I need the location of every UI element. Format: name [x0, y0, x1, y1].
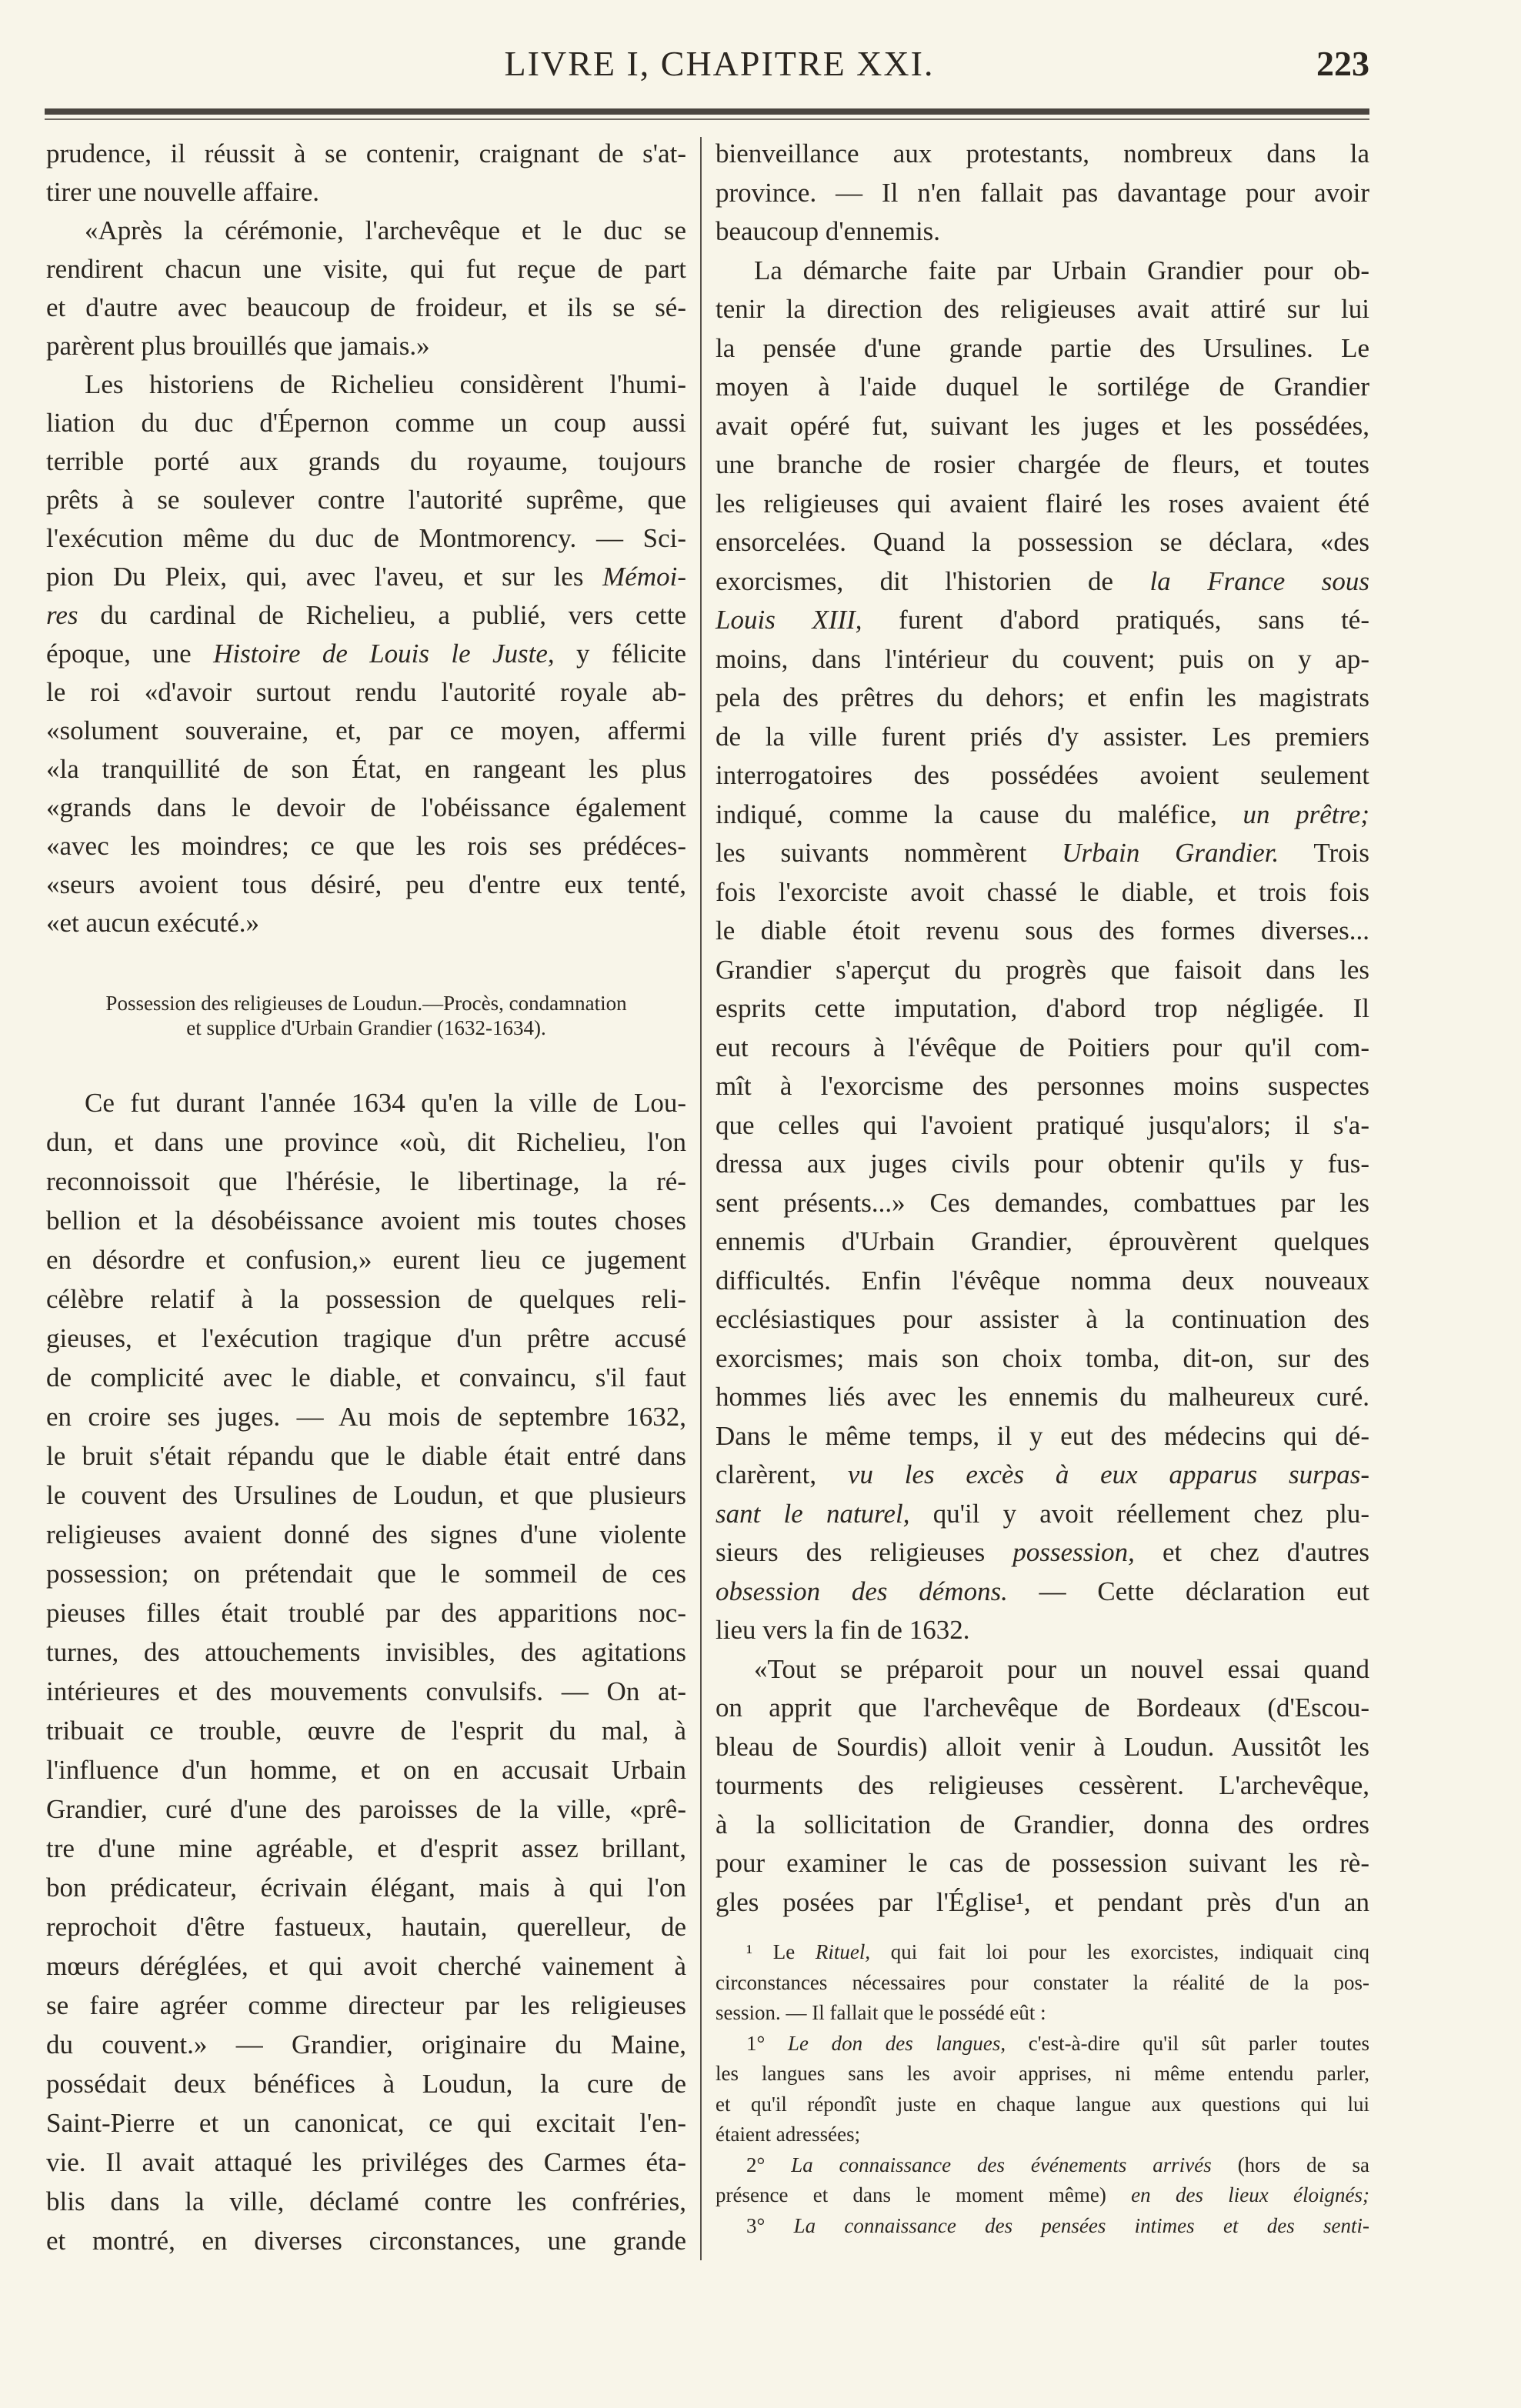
text: tirer une nouvelle affaire.	[46, 177, 320, 207]
text-line	[46, 1279, 686, 1319]
text: qui fait loi pour les exorcistes, indiquait cinq	[870, 1940, 1370, 1963]
text: du couvent.» — Grandier, originaire du Maine,	[46, 2029, 686, 2059]
text-line	[715, 1728, 1369, 1767]
text: tenir la direction des religieuses avait attiré sur lui	[715, 294, 1369, 324]
text: le diable étoit revenu sous des formes diverses...	[715, 916, 1369, 946]
text: reconnoissoit que l'hérésie, le libertinage, la ré-	[46, 1166, 686, 1196]
text-line	[46, 519, 686, 558]
text-line	[715, 1222, 1369, 1262]
text: pieuses filles était troublé par des apparitions noc-	[46, 1598, 686, 1628]
text-line	[46, 2221, 686, 2260]
text: et qu'il répondît juste en chaque langue aux questions qui lui	[715, 2092, 1369, 2116]
italic-text: Mémoi-	[602, 562, 686, 592]
paragraph	[715, 135, 1369, 252]
text: la pensée d'une grande partie des Ursulines. Le	[715, 332, 1369, 363]
text: ennemis d'Urbain Grandier, éprouvèrent quelques	[715, 1226, 1369, 1256]
text: et chez d'autres	[1134, 1537, 1369, 1567]
text: beaucoup d'ennemis.	[715, 216, 941, 246]
text: mît à l'exorcisme des personnes moins suspectes	[715, 1071, 1369, 1101]
italic-text: res	[46, 600, 78, 630]
text: en désordre et confusion,» eurent lieu ce jugement	[46, 1245, 686, 1275]
text: les religieuses qui avaient flairé les roses avaient été	[715, 488, 1369, 519]
paragraph	[46, 1083, 686, 2260]
text-line	[46, 1083, 686, 1122]
text: «seurs avoient tous désiré, peu d'entre eux tenté,	[46, 869, 686, 899]
text-line	[715, 1378, 1369, 1417]
text: l'influence d'un homme, et on en accusait Urbain	[46, 1755, 686, 1785]
text-line	[46, 1554, 686, 1593]
text: «Tout se préparoit pour un nouvel essai quand	[754, 1653, 1369, 1684]
text-line	[715, 1806, 1369, 1845]
text: turnes, des attouchements invisibles, des agitations	[46, 1637, 686, 1667]
text: moyen à l'aide duquel le sortilége de Grandier	[715, 372, 1369, 402]
text: époque, une	[46, 639, 214, 669]
text: «la tranquillité de son État, en rangeant les plus	[46, 754, 686, 784]
text: furent d'abord pratiqués, sans té-	[862, 605, 1369, 635]
text-line	[715, 1067, 1369, 1106]
paragraph	[715, 1650, 1369, 1923]
text-line	[46, 1162, 686, 1201]
text: le couvent des Ursulines de Loudun, et que plusieurs	[46, 1480, 686, 1510]
text-line	[46, 1476, 686, 1515]
text-line	[715, 407, 1369, 446]
text: c'est-à-dire qu'il sût parler toutes	[1006, 2031, 1369, 2055]
text-line	[715, 445, 1369, 485]
text: et montré, en diverses circonstances, une grande	[46, 2226, 686, 2256]
text-line	[46, 2182, 686, 2221]
text-line	[715, 135, 1369, 174]
text-line	[715, 1883, 1369, 1923]
text: en croire ses juges. — Au mois de septembre 1632,	[46, 1402, 686, 1432]
text: «Après la cérémonie, l'archevêque et le duc se	[85, 215, 686, 245]
italic-text: sant le naturel,	[715, 1498, 910, 1529]
text: y félicite	[554, 639, 687, 669]
text: «et aucun exécuté.»	[46, 908, 259, 938]
text: lieu vers la fin de 1632.	[715, 1615, 970, 1645]
text: fois l'exorciste avoit chassé le diable, et trois fois	[715, 876, 1369, 907]
text-line	[715, 562, 1369, 602]
text-line	[715, 718, 1369, 757]
text: interrogatoires des possédées avoient seulement	[715, 760, 1369, 790]
text: célèbre relatif à la possession de quelques reli-	[46, 1284, 686, 1314]
text-line	[46, 991, 686, 1016]
text: bleau de Sourdis) alloit venir à Loudun. Aussitôt les	[715, 1731, 1369, 1762]
text: dressa aux juges civils pour obtenir qu'ils y fus-	[715, 1149, 1369, 1179]
text: mœurs déréglées, et qui avoit cherché vainement à	[46, 1951, 686, 1981]
italic-text: Histoire de Louis le Juste,	[213, 639, 555, 669]
text: session. — Il fallait que le possédé eût :	[715, 2001, 1046, 2024]
text: les langues sans les avoir apprises, ni même entendu parler,	[715, 2062, 1369, 2085]
text-line	[46, 1515, 686, 1554]
text-line	[715, 679, 1369, 718]
text: ¹ Le	[746, 1940, 816, 1963]
text-line	[715, 1998, 1369, 2029]
text-line	[46, 250, 686, 288]
text-line	[715, 912, 1369, 951]
text-line	[46, 635, 686, 673]
text-line	[46, 904, 686, 942]
text-line	[715, 1937, 1369, 1968]
paragraph	[46, 135, 686, 212]
text: qu'il y avoit réellement chez plu-	[909, 1498, 1369, 1529]
text-line	[46, 1358, 686, 1397]
text-line	[46, 1397, 686, 1436]
text: clarèrent,	[715, 1459, 848, 1489]
text-line	[715, 368, 1369, 407]
text: esprits cette imputation, d'abord trop négligée. Il	[715, 993, 1369, 1023]
text-line	[46, 365, 686, 404]
paragraph	[715, 2150, 1369, 2211]
text-line	[715, 252, 1369, 291]
text-line	[715, 290, 1369, 329]
text-line	[715, 2211, 1369, 2242]
paragraph	[46, 365, 686, 942]
text-line	[715, 640, 1369, 679]
text: moins, dans l'intérieur du couvent; puis on y ap-	[715, 643, 1369, 674]
italic-text: en des lieux éloignés;	[1131, 2183, 1369, 2206]
text: on apprit que l'archevêque de Bordeaux (d'Escou-	[715, 1693, 1369, 1723]
text: de complicité avec le diable, et convaincu, s'il faut	[46, 1362, 686, 1392]
text-line	[46, 1868, 686, 1907]
text-line	[715, 1145, 1369, 1184]
text: présence et dans le moment même)	[715, 2183, 1132, 2206]
text: Possession des religieuses de Loudun.—Procès, condamnation	[105, 992, 627, 1015]
italic-text: vu les excès à eux apparus surpas-	[847, 1459, 1369, 1489]
text-line	[46, 212, 686, 250]
text: étaient adressées;	[715, 2123, 861, 2146]
text-line	[46, 1319, 686, 1358]
italic-text: Rituel,	[815, 1940, 871, 1963]
text: — Cette déclaration eut	[1007, 1576, 1369, 1606]
text-line	[46, 1946, 686, 1986]
text: hommes liés avec les ennemis du malheureux curé.	[715, 1382, 1369, 1412]
text: à la sollicitation de Grandier, donna des ordres	[715, 1809, 1369, 1839]
text-line	[46, 404, 686, 442]
text-line	[715, 1844, 1369, 1883]
text: 3°	[746, 2213, 794, 2237]
text: gieuses, et l'exécution tragique d'un prêtre accusé	[46, 1323, 686, 1353]
text: prudence, il réussit à se contenir, craignant de s'at-	[46, 138, 686, 168]
text-line	[46, 596, 686, 635]
italic-text: un prêtre;	[1242, 799, 1369, 829]
text-line	[46, 2143, 686, 2182]
page-number: 223	[1316, 44, 1369, 83]
text: Saint-Pierre et un canonicat, ce qui excitait l'en-	[46, 2108, 686, 2138]
text: vie. Il avait attaqué les priviléges des Carmes éta-	[46, 2147, 686, 2177]
italic-text: La connaissance des événements arrivés	[791, 2153, 1212, 2176]
text-line	[715, 1417, 1369, 1456]
text: de la ville furent priés d'y assister. Les premiers	[715, 721, 1369, 752]
text-line	[46, 827, 686, 865]
text-line	[715, 2120, 1369, 2150]
text-line	[46, 1016, 686, 1040]
text-line	[46, 558, 686, 596]
text: province. — Il n'en fallait pas davantage pour avoir	[715, 177, 1369, 208]
italic-text: la France sous	[1149, 565, 1369, 596]
text: et d'autre avec beaucoup de froideur, et ils se sé-	[46, 292, 686, 322]
text: tre d'une mine agréable, et d'esprit assez brillant,	[46, 1833, 686, 1863]
text: (hors de sa	[1211, 2153, 1369, 2176]
text: liation du duc d'Épernon comme un coup aussi	[46, 408, 686, 438]
text-line	[715, 1262, 1369, 1301]
italic-text: possession,	[1012, 1537, 1135, 1567]
text-line	[715, 989, 1369, 1029]
footnotes	[715, 1937, 1369, 2241]
text: le roi «d'avoir surtout rendu l'autorité royale ab-	[46, 677, 686, 707]
text-line	[46, 2064, 686, 2103]
section-heading	[46, 991, 686, 1040]
text-line	[715, 1106, 1369, 1146]
paragraph	[715, 2211, 1369, 2242]
text: bon prédicateur, écrivain élégant, mais à qui l'on	[46, 1873, 686, 1903]
text: pour examiner le cas de possession suivant les rè-	[715, 1848, 1369, 1878]
text: exorcismes, dit l'historien de	[715, 565, 1150, 596]
text-line	[46, 1672, 686, 1711]
text-line	[715, 1495, 1369, 1534]
text: et supplice d'Urbain Grandier (1632-1634).	[186, 1016, 546, 1039]
paragraph	[715, 252, 1369, 1650]
text-line	[715, 756, 1369, 795]
text: eut recours à l'évêque de Poitiers pour qu'il com-	[715, 1032, 1369, 1062]
italic-text: Urbain Grandier.	[1062, 838, 1279, 868]
text: Les historiens de Richelieu considèrent l'humi-	[85, 369, 686, 399]
text: que celles qui l'avoient pratiqué jusqu'alors; il s'a-	[715, 1109, 1369, 1140]
text-line	[46, 673, 686, 712]
header-rule	[45, 108, 1369, 115]
paragraph	[715, 1937, 1369, 2029]
text-line	[715, 329, 1369, 369]
paragraph	[46, 212, 686, 365]
text: une branche de rosier chargée de fleurs, et toutes	[715, 449, 1369, 479]
text-line	[715, 1968, 1369, 1999]
italic-text: Louis XIII,	[715, 605, 862, 635]
text-line	[46, 712, 686, 750]
text: se faire agréer comme directeur par les religieuses	[46, 1990, 686, 2020]
text-line	[46, 1201, 686, 1240]
text: sent présents...» Ces demandes, combattues par les	[715, 1187, 1369, 1218]
text: tribuait ce trouble, œuvre de l'esprit du mal, à	[46, 1716, 686, 1746]
text-line	[46, 1240, 686, 1279]
text-line	[715, 2029, 1369, 2059]
text-line	[715, 951, 1369, 990]
text: «solument souveraine, et, par ce moyen, affermi	[46, 715, 686, 745]
text: intérieures et des mouvements convulsifs. — On at-	[46, 1676, 686, 1706]
text-line	[46, 173, 686, 212]
text-line	[715, 174, 1369, 213]
text-line	[46, 1986, 686, 2025]
text-line	[715, 873, 1369, 912]
text: possédait deux bénéfices à Loudun, la cure de	[46, 2069, 686, 2099]
text-line	[46, 2103, 686, 2143]
text: l'exécution même du duc de Montmorency. — Sci-	[46, 523, 686, 553]
text-line	[46, 442, 686, 481]
text-line	[46, 1907, 686, 1946]
text-line	[46, 1829, 686, 1868]
header-rule-thin	[45, 118, 1369, 120]
text: ecclésiastiques pour assister à la continuation des	[715, 1304, 1369, 1334]
left-column-bottom	[46, 1083, 686, 2260]
right-column	[715, 135, 1369, 1922]
text-line	[715, 485, 1369, 524]
text-line	[46, 1122, 686, 1162]
text: dun, et dans une province «où, dit Richelieu, l'on	[46, 1127, 686, 1157]
text-line	[715, 834, 1369, 873]
text: «grands dans le devoir de l'obéissance également	[46, 792, 686, 822]
text-line	[715, 1339, 1369, 1379]
text-line	[715, 1456, 1369, 1495]
italic-text: obsession des démons.	[715, 1576, 1008, 1606]
text-line	[715, 1689, 1369, 1728]
text: indiqué, comme la cause du maléfice,	[715, 799, 1243, 829]
text: du cardinal de Richelieu, a publié, vers cette	[78, 600, 686, 630]
text: pela des prêtres du dehors; et enfin les magistrats	[715, 682, 1369, 712]
text-line	[715, 601, 1369, 640]
text: Trois	[1279, 838, 1369, 868]
text-line	[715, 1650, 1369, 1689]
text-line	[715, 2059, 1369, 2089]
column-divider	[700, 137, 702, 2260]
text-line	[46, 1633, 686, 1672]
text: tourments des religieuses cessèrent. L'archevêque,	[715, 1770, 1369, 1800]
text-line	[46, 288, 686, 327]
text: Ce fut durant l'année 1634 qu'en la ville de Lou-	[85, 1088, 686, 1118]
text-line	[715, 523, 1369, 562]
text-line	[715, 1029, 1369, 1068]
text: bienveillance aux protestants, nombreux dans la	[715, 138, 1369, 168]
text: prêts à se soulever contre l'autorité suprême, que	[46, 485, 686, 515]
text: gles posées par l'Église¹, et pendant près d'un an	[715, 1886, 1369, 1917]
text: parèrent plus brouillés que jamais.»	[46, 331, 430, 361]
italic-text: La connaissance des pensées intimes et des senti-	[793, 2213, 1369, 2237]
text-line	[715, 795, 1369, 835]
text-line	[46, 865, 686, 904]
text-line	[46, 327, 686, 365]
text: reprochoit d'être fastueux, hautain, querelleur, de	[46, 1912, 686, 1942]
text: «avec les moindres; ce que les rois ses prédéces-	[46, 831, 686, 861]
text-line	[46, 2025, 686, 2064]
text-line	[715, 1611, 1369, 1650]
left-column-top	[46, 135, 686, 942]
text-line	[46, 135, 686, 173]
text: rendirent chacun une visite, qui fut reçue de part	[46, 254, 686, 284]
text: ensorcelées. Quand la possession se déclara, «des	[715, 527, 1369, 557]
text-line	[715, 2150, 1369, 2181]
text: 2°	[746, 2153, 792, 2176]
text-line	[715, 1766, 1369, 1806]
text-line	[715, 1300, 1369, 1339]
text-line	[46, 1711, 686, 1750]
text: terrible porté aux grands du royaume, toujours	[46, 446, 686, 476]
text: avait opéré fut, suivant les juges et les possédées,	[715, 410, 1369, 441]
text: religieuses avaient donné des signes d'une violente	[46, 1519, 686, 1549]
paragraph	[715, 2029, 1369, 2150]
text-line	[715, 212, 1369, 252]
text-line	[46, 750, 686, 789]
text-line	[715, 2089, 1369, 2120]
text-line	[715, 1573, 1369, 1612]
text: Dans le même temps, il y eut des médecins qui dé-	[715, 1420, 1369, 1451]
text-line	[46, 1436, 686, 1476]
text: exorcismes; mais son choix tomba, dit-on, sur des	[715, 1342, 1369, 1373]
text-line	[46, 789, 686, 827]
text: sieurs des religieuses	[715, 1537, 1013, 1567]
text: le bruit s'était répandu que le diable était entré dans	[46, 1441, 686, 1471]
text-line	[715, 2180, 1369, 2211]
text: Grandier s'aperçut du progrès que faisoit dans les	[715, 954, 1369, 985]
text-line	[46, 1750, 686, 1789]
italic-text: Le don des langues,	[787, 2031, 1006, 2055]
text-line	[715, 1533, 1369, 1573]
text-line	[46, 481, 686, 519]
text: blis dans la ville, déclamé contre les confréries,	[46, 2186, 686, 2216]
running-head: LIVRE I, CHAPITRE XXI.	[504, 44, 935, 83]
text-line	[46, 1789, 686, 1829]
text: les suivants nommèrent	[715, 838, 1062, 868]
text: Grandier, curé d'une des paroisses de la ville, «prê-	[46, 1794, 686, 1824]
text: bellion et la désobéissance avoient mis toutes choses	[46, 1206, 686, 1236]
text: 1°	[746, 2031, 788, 2055]
text: circonstances nécessaires pour constater la réalité de la pos-	[715, 1970, 1369, 1994]
text: difficultés. Enfin l'évêque nomma deux nouveaux	[715, 1265, 1369, 1296]
text-line	[715, 1184, 1369, 1223]
text: La démarche faite par Urbain Grandier pour ob-	[754, 255, 1369, 285]
text-line	[46, 1593, 686, 1633]
text: possession; on prétendait que le sommeil de ces	[46, 1559, 686, 1589]
text: pion Du Pleix, qui, avec l'aveu, et sur les	[46, 562, 603, 592]
